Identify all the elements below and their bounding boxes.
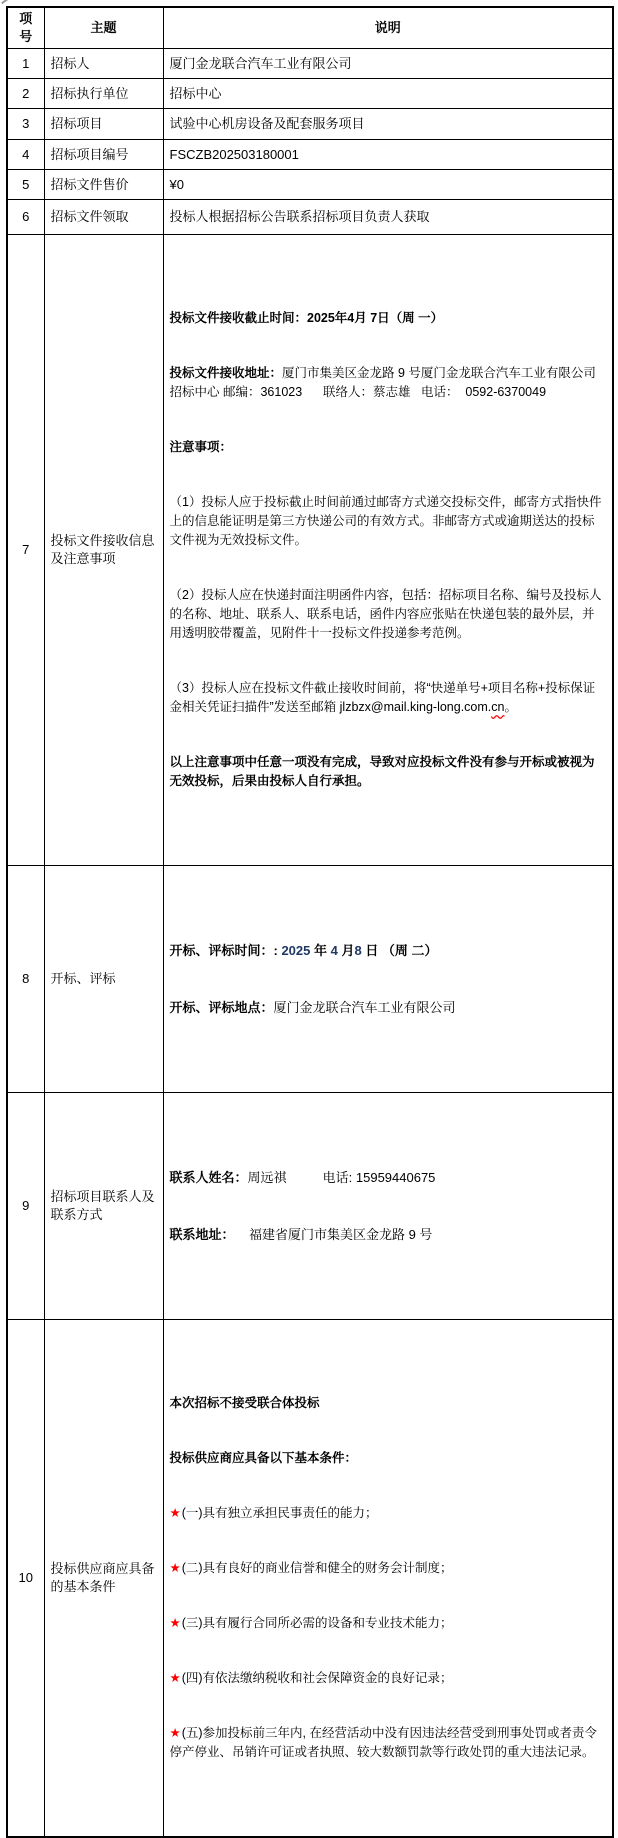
- row-topic: 招标项目联系人及联系方式: [44, 1093, 163, 1320]
- row-topic: 投标文件接收信息及注意事项: [44, 235, 163, 866]
- table-row-project: [7, 109, 613, 140]
- table-row-opening-evaluation: [7, 866, 613, 1093]
- warning-line: 以上注意事项中任意一项没有完成，导致对应投标文件没有参与开标或被视为无效投标，后果由投标人自行承担。: [169, 755, 595, 788]
- row-desc: [163, 1320, 613, 1838]
- row-no: 6: [7, 200, 44, 235]
- requirement-item-1: ★(一)具有独立承担民事责任的能力；: [169, 1506, 378, 1520]
- table-row-supplier-requirements: [7, 1320, 613, 1838]
- table-row-contact: [7, 1093, 613, 1320]
- address-line: 投标文件接收地址：厦门市集美区金龙路 9 号厦门金龙联合汽车工业有限公司招标中心 邮编：361023 联络人：蔡志雄 电话： 0592-6370049: [169, 366, 596, 399]
- star-icon: ★: [169, 1671, 181, 1685]
- corner-artifact: [1, 0, 9, 4]
- row-desc: [163, 235, 613, 866]
- table-header-row: [7, 7, 613, 49]
- row-no: 4: [7, 140, 44, 170]
- row-no: 9: [7, 1093, 44, 1320]
- row-desc: 投标人根据招标公告联系招标项目负责人获取: [163, 200, 613, 235]
- row-no: 7: [7, 235, 44, 866]
- note-2: （2）投标人应在快递封面注明函件内容，包括：招标项目名称、编号及投标人的名称、地址、联系人、联系电话，函件内容应张贴在快递包装的最外层，并用透明胶带覆盖，见附件十一投标文件投递参考范例。: [169, 588, 602, 640]
- requirement-item-4: ★(四)有依法缴纳税收和社会保障资金的良好记录；: [169, 1671, 453, 1685]
- row-topic: 投标供应商应具备的基本条件: [44, 1320, 163, 1838]
- row-no: 3: [7, 109, 44, 140]
- row-desc: FSCZB202503180001: [163, 140, 613, 170]
- table-row-executing-unit: [7, 79, 613, 109]
- requirement-item-5: ★(五)参加投标前三年内, 在经营活动中没有因违法经营受到刑事处罚或者责令停产停业、吊销许可证或者执照、较大数额罚款等行政处罚的重大违法记录。: [169, 1726, 597, 1759]
- table-row-document-price: [7, 170, 613, 200]
- header-topic: 主题: [44, 7, 163, 49]
- requirement-item-2: ★(二)具有良好的商业信誉和健全的财务会计制度；: [169, 1561, 453, 1575]
- contact-info-block: [170, 1131, 607, 1281]
- row-topic: 开标、评标: [44, 866, 163, 1093]
- submission-info-block: [170, 273, 607, 827]
- table-row-project-number: [7, 140, 613, 170]
- header-description: 说明: [163, 7, 613, 49]
- notes-heading: 注意事项：: [169, 440, 233, 454]
- row-topic: 招标文件售价: [44, 170, 163, 200]
- row-no: 5: [7, 170, 44, 200]
- email-domain-suffix: cn: [491, 700, 505, 714]
- note-1: （1）投标人应于投标截止时间前通过邮寄方式递交投标交件，邮寄方式指快件上的信息能证明是第三方快递公司的有效方式。非邮寄方式或逾期送达的投标文件视为无效投标文件。: [169, 495, 602, 547]
- opening-place-line: 开标、评标地点：厦门金龙联合汽车工业有限公司: [169, 1000, 456, 1015]
- no-consortium-line: 本次招标不接受联合体投标: [169, 1396, 320, 1410]
- requirement-item-3: ★(三)具有履行合同所必需的设备和专业技术能力；: [169, 1616, 453, 1630]
- row-no: 10: [7, 1320, 44, 1838]
- row-topic: 招标项目编号: [44, 140, 163, 170]
- row-no: 2: [7, 79, 44, 109]
- tender-info-table: [6, 6, 614, 1838]
- star-icon: ★: [169, 1506, 181, 1520]
- header-item-no: 项号: [7, 7, 44, 49]
- star-icon: ★: [169, 1561, 181, 1575]
- row-desc: 试验中心机房设备及配套服务项目: [163, 109, 613, 140]
- row-topic: 招标人: [44, 49, 163, 79]
- star-icon: ★: [169, 1726, 181, 1740]
- table-row-submission-info: [7, 235, 613, 866]
- row-desc: 招标中心: [163, 79, 613, 109]
- opening-info-block: [170, 904, 607, 1054]
- row-desc: 厦门金龙联合汽车工业有限公司: [163, 49, 613, 79]
- row-topic: 招标文件领取: [44, 200, 163, 235]
- deadline-line: 投标文件接收截止时间：2025年4月 7日（周 一）: [169, 311, 444, 325]
- star-icon: ★: [169, 1616, 181, 1630]
- row-desc: [163, 1093, 613, 1320]
- contact-name-line: 联系人姓名：周远祺 电话: 15959440675: [169, 1170, 436, 1185]
- table-row-document-collection: [7, 200, 613, 235]
- table-row-bidder: [7, 49, 613, 79]
- row-desc: ¥0: [163, 170, 613, 200]
- row-no: 8: [7, 866, 44, 1093]
- row-desc: [163, 866, 613, 1093]
- requirements-heading: 投标供应商应具备以下基本条件：: [169, 1451, 358, 1465]
- row-topic: 招标项目: [44, 109, 163, 140]
- row-topic: 招标执行单位: [44, 79, 163, 109]
- contact-address-line: 联系地址： 福建省厦门市集美区金龙路 9 号: [169, 1227, 433, 1242]
- supplier-requirements-block: [170, 1358, 607, 1798]
- row-no: 1: [7, 49, 44, 79]
- opening-time-line: 开标、评标时间：: 2025 年 4 月8 日 （周 二）: [169, 943, 438, 958]
- note-3: （3）投标人应在投标文件截止接收时间前，将“快递单号+项目名称+投标保证金相关凭证扫描件”发送至邮箱 jlzbzx@mail.king-long.com.cn。: [169, 681, 596, 714]
